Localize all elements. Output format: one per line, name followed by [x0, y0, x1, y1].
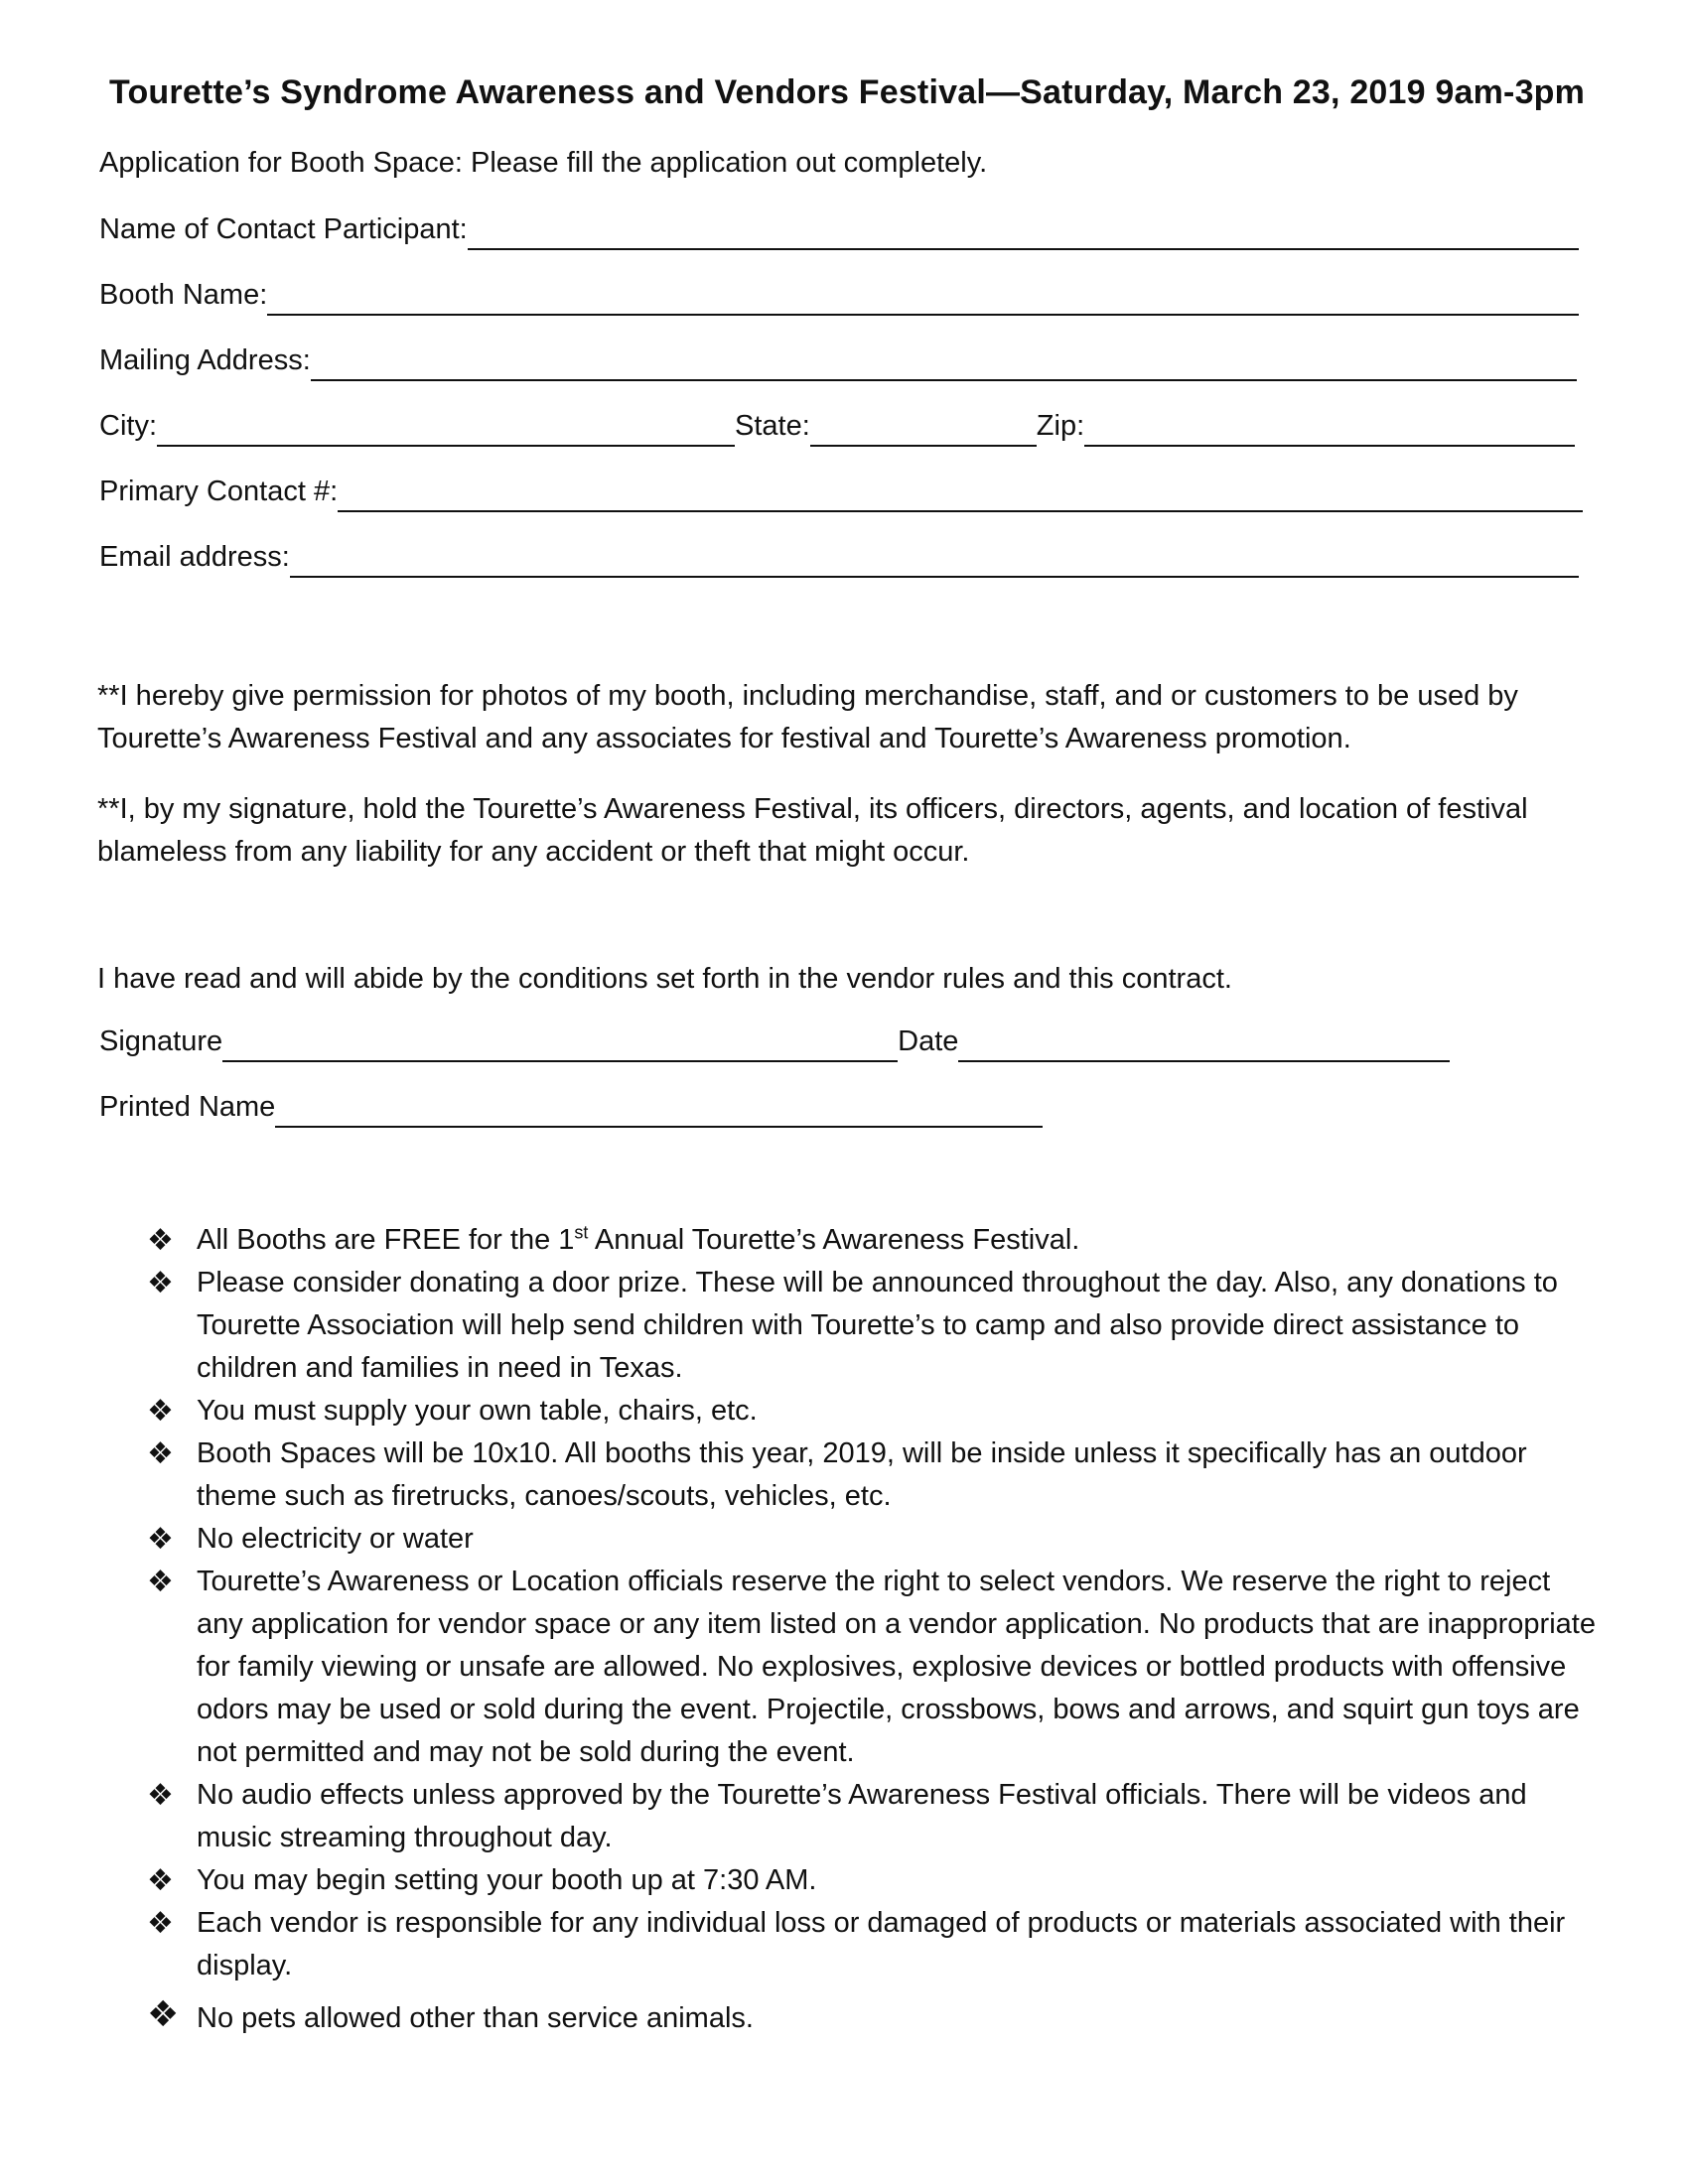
primary-contact-row	[99, 473, 1583, 512]
diamond-cluster-icon: ❖	[147, 1994, 180, 2035]
rule-item	[147, 1774, 1597, 1859]
rule-item	[147, 1219, 1597, 1262]
rule-text: All Booths are FREE for the 1st Annual Tourette’s Awareness Festival.	[197, 1222, 1080, 1256]
rule-text: You may begin setting your booth up at 7:30 AM.	[197, 1864, 817, 1896]
zip-field[interactable]	[1084, 415, 1575, 447]
date-label: Date	[898, 1025, 959, 1057]
rule-item	[147, 1561, 1597, 1774]
booth-name-label: Booth Name:	[99, 279, 268, 311]
diamond-cluster-icon: ❖	[147, 1863, 174, 1898]
mailing-address-field[interactable]	[311, 349, 1577, 381]
primary-contact-field[interactable]	[338, 480, 1583, 512]
date-field[interactable]	[958, 1030, 1450, 1062]
liability-release-text: **I, by my signature, hold the Tourette’s Awareness Festival, its officers, directors, agents, and location of festival blameless from any liability for any accident or theft that might occur.	[97, 793, 1528, 868]
contact-participant-row	[99, 210, 1579, 250]
rule-text: No audio effects unless approved by the Tourette’s Awareness Festival officials. There will be videos and music streaming throughout day.	[197, 1779, 1527, 1853]
rule-item	[147, 1902, 1597, 1987]
rule-text: Please consider donating a door prize. These will be announced throughout the day. Also, any donations to Tourette Association will help send children with Tourette’s to camp and also provide direct assistance to children and families in need in Texas.	[197, 1267, 1558, 1384]
diamond-cluster-icon: ❖	[147, 1223, 174, 1258]
email-row	[99, 538, 1579, 578]
diamond-cluster-icon: ❖	[147, 1565, 174, 1599]
signature-label: Signature	[99, 1025, 223, 1057]
mailing-address-label: Mailing Address:	[99, 344, 311, 376]
rule-text: No electricity or water	[197, 1523, 474, 1555]
application-intro: Application for Booth Space: Please fill the application out completely.	[99, 147, 988, 179]
diamond-cluster-icon: ❖	[147, 1522, 174, 1557]
email-label: Email address:	[99, 541, 290, 573]
city-label: City:	[99, 410, 157, 442]
diamond-cluster-icon: ❖	[147, 1778, 174, 1813]
diamond-cluster-icon: ❖	[147, 1266, 174, 1300]
primary-contact-label: Primary Contact #:	[99, 476, 339, 507]
rule-item	[147, 1994, 1597, 2040]
state-label: State:	[735, 410, 810, 442]
rule-item	[147, 1390, 1597, 1433]
agreement-statement: I have read and will abide by the conditions set forth in the vendor rules and this contract.	[97, 963, 1232, 995]
email-field[interactable]	[290, 546, 1579, 578]
signature-field[interactable]	[222, 1030, 898, 1062]
rule-text: No pets allowed other than service animals.	[197, 2002, 754, 2034]
diamond-cluster-icon: ❖	[147, 1436, 174, 1471]
zip-label: Zip:	[1036, 410, 1085, 442]
vendor-rules-list	[147, 1219, 1597, 2040]
rule-item	[147, 1433, 1597, 1518]
contact-participant-label: Name of Contact Participant:	[99, 213, 468, 245]
rule-text: Tourette’s Awareness or Location officials reserve the right to select vendors. We reserve the right to reject any application for vendor space or any item listed on a vendor application. No products that are inappropriate for family viewing or unsafe are allowed. No explosives, explosive devices or bottled products with offensive odors may be used or sold during the event. Projectile, crossbows, bows and arrows, and squirt gun toys are not permitted and may not be sold during the event.	[197, 1566, 1596, 1768]
printed-name-label: Printed Name	[99, 1091, 276, 1123]
printed-name-row	[99, 1088, 1043, 1128]
rule-text: Each vendor is responsible for any individual loss or damaged of products or materials associated with their display.	[197, 1907, 1566, 1981]
diamond-cluster-icon: ❖	[147, 1394, 174, 1429]
signature-date-row	[99, 1023, 1450, 1062]
booth-name-field[interactable]	[267, 284, 1579, 316]
mailing-address-row	[99, 341, 1577, 381]
rule-item	[147, 1518, 1597, 1561]
diamond-cluster-icon: ❖	[147, 1906, 174, 1941]
page-title: Tourette’s Syndrome Awareness and Vendors Festival—Saturday, March 23, 2019 9am-3pm	[109, 73, 1586, 111]
rule-text: Booth Spaces will be 10x10. All booths this year, 2019, will be inside unless it specifically has an outdoor theme such as firetrucks, canoes/scouts, vehicles, etc.	[197, 1437, 1527, 1512]
rule-item	[147, 1859, 1597, 1902]
rule-item	[147, 1262, 1597, 1390]
booth-name-row	[99, 276, 1579, 316]
state-field[interactable]	[810, 415, 1037, 447]
printed-name-field[interactable]	[275, 1096, 1043, 1128]
photo-permission-text: **I hereby give permission for photos of my booth, including merchandise, staff, and or customers to be used by Tourette’s Awareness Festival and any associates for festival and Tourette’s Awareness promotion.	[97, 680, 1518, 754]
city-field[interactable]	[157, 415, 735, 447]
rule-text: You must supply your own table, chairs, etc.	[197, 1395, 758, 1427]
contact-participant-field[interactable]	[468, 218, 1579, 250]
city-state-zip-row	[99, 407, 1575, 447]
